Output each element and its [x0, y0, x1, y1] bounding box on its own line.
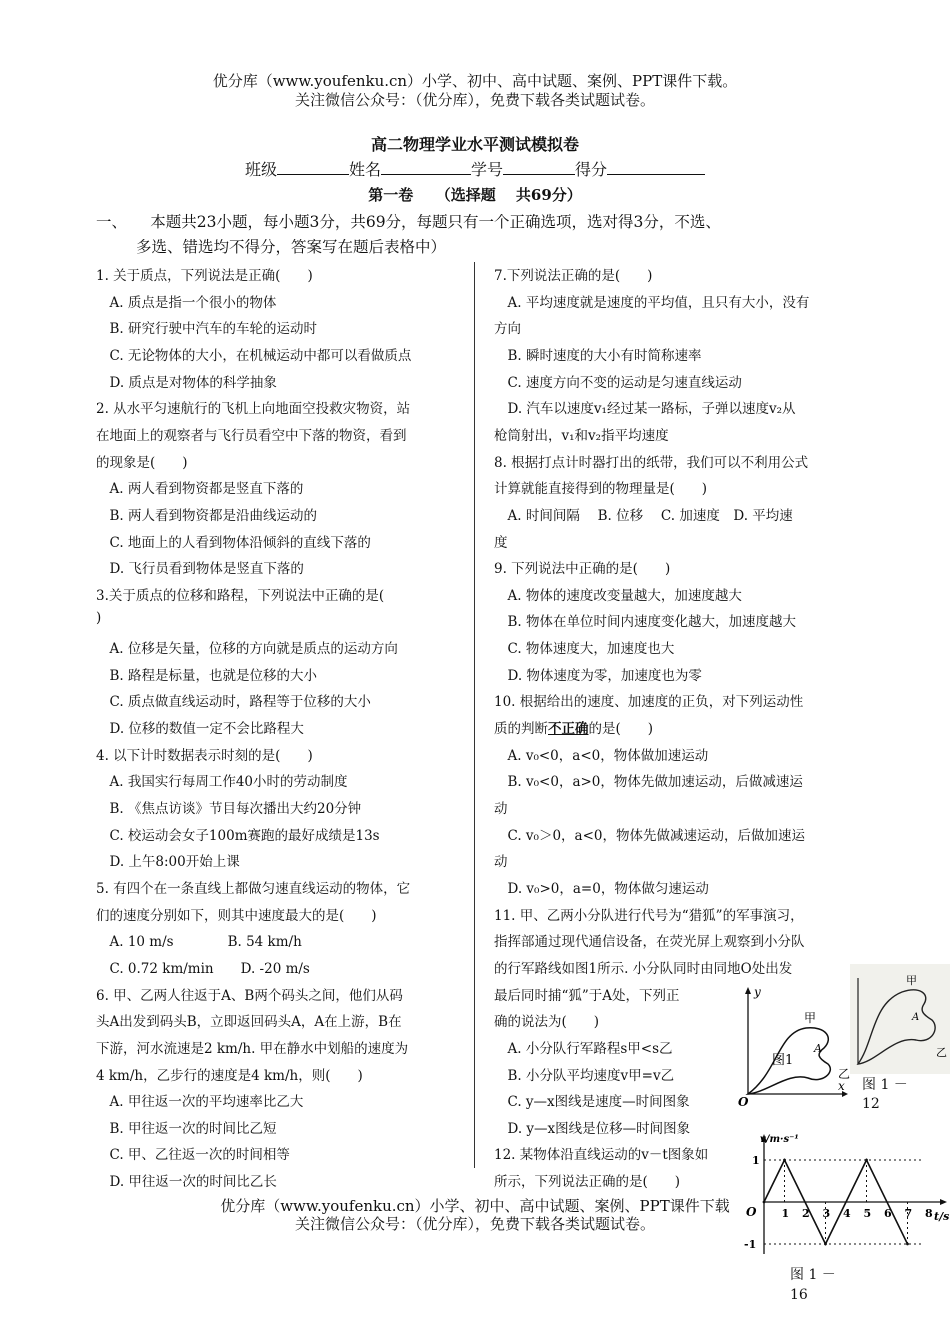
vt-y-label: v/m·s⁻¹: [760, 1134, 799, 1145]
left-text-line: C. 甲、乙往返一次的时间相等: [96, 1147, 290, 1164]
fig1-caption-line-1: 图 1 －: [862, 1077, 908, 1093]
name-label: 姓名: [348, 160, 381, 179]
right-text-line: 枪筒射出，v₁和v₂指平均速度: [494, 427, 669, 444]
column-divider: [474, 262, 475, 1168]
right-text-line: 确的说法为( ): [494, 1014, 600, 1031]
left-text-line: B. 《焦点访谈》节目每次播出大约20分钟: [96, 801, 362, 817]
footer-line-2: 关注微信公众号：（优分库），免费下载各类试题试卷。: [294, 1215, 655, 1233]
fig1-origin-label: O: [738, 1095, 749, 1108]
left-text-line: 5. 有四个在一条直线上都做匀速直线运动的物体，它: [96, 880, 411, 897]
left-text-line: A. 甲往返一次的平均速率比乙大: [96, 1094, 304, 1111]
vt-x-tick-label: 8: [925, 1207, 933, 1220]
right-text-line: A. 时间间隔 B. 位移 C. 加速度 D. 平均速: [494, 507, 793, 524]
figure-1-scan: [850, 964, 950, 1074]
header-line-2: 关注微信公众号：（优分库），免费下载各类试题试卷。: [294, 91, 655, 109]
right-text-line: 计算就能直接得到的物理量是( ): [494, 481, 708, 498]
left-text-line: C. 地面上的人看到物体沿倾斜的直线下落的: [96, 534, 371, 551]
vt-x-tick-label: 3: [822, 1207, 831, 1220]
left-text-line: 头A出发到码头B，立即返回码头A，A在上游，B在: [96, 1014, 402, 1031]
page-title: 高二物理学业水平测试模拟卷: [370, 135, 579, 154]
right-text-line: 质的判断不正确的是( ): [494, 721, 654, 738]
right-text-line: 7.下列说法正确的是( ): [494, 268, 653, 284]
left-text-line: ): [96, 610, 102, 627]
left-text-line: 2. 从水平匀速航行的飞机上向地面空投救灾物资，站: [96, 401, 411, 418]
right-text-line: 最后同时捕“狐”于A处，下列正: [494, 987, 680, 1004]
name-blank[interactable]: [381, 160, 471, 175]
fig1-inner-label: 图1: [772, 1053, 794, 1068]
left-text-line: D. 位移的数值一定不会比路程大: [96, 721, 304, 738]
vt-y-tick-label: -1: [744, 1238, 757, 1251]
left-text-line: 1. 关于质点，下列说法是正确( ): [96, 268, 313, 284]
fig1-scan-yi: 乙: [936, 1046, 947, 1059]
left-text-line: 在地面上的观察者与飞行员看空中下落的物资，看到: [96, 427, 407, 444]
left-text-line: 3.关于质点的位移和路程，下列说法中正确的是(: [96, 587, 385, 604]
vt-x-tick-label: 4: [843, 1207, 851, 1220]
right-text-line: 的行军路线如图1所示. 小分队同时由同地O处出发: [494, 960, 793, 977]
vt-data-point: [824, 1243, 827, 1246]
fig1-scan-background: [850, 964, 950, 1074]
fig1-caption-line-2: 12: [862, 1096, 880, 1112]
vt-data-point: [865, 1159, 868, 1162]
class-blank[interactable]: [277, 160, 349, 175]
left-text-line: A. 10 m/s B. 54 km/h: [96, 934, 302, 951]
fig2-caption-line-2: 16: [790, 1287, 808, 1303]
right-text-line: 8. 根据打点计时器打出的纸带，我们可以不利用公式: [494, 454, 809, 471]
right-text-line: 10. 根据给出的速度、加速度的正负，对下列运动性: [494, 694, 804, 711]
vt-t-label: t/s: [934, 1210, 950, 1223]
number-label: 学号: [471, 160, 504, 179]
fig1-yi-label: 乙: [838, 1067, 850, 1081]
right-text-line: D. 物体速度为零，加速度也为零: [494, 667, 702, 684]
fig1-y-arrow: [745, 987, 751, 994]
right-text-line: 方向: [494, 321, 521, 338]
score-label: 得分: [575, 160, 608, 179]
fig1-scan-jia: 甲: [906, 974, 917, 987]
fig1-jia-label: 甲: [804, 1011, 817, 1025]
right-text-line: A. 小分队行军路程s甲<s乙: [494, 1040, 673, 1057]
left-text-line: 们的速度分别如下，则其中速度最大的是( ): [96, 907, 377, 924]
right-text-line: A. v₀<0，a<0，物体做加速运动: [494, 747, 709, 764]
figure-vt-chart: [740, 1130, 950, 1260]
student-info-line: [0, 157, 950, 180]
vt-x-tick-label: 7: [904, 1207, 913, 1220]
right-text-line: D. y—x图线是位移—时间图象: [494, 1120, 691, 1137]
right-text-line: B. 物体在单位时间内速度变化越大，加速度越大: [494, 614, 797, 631]
right-text-line: 度: [494, 534, 508, 551]
vt-x-tick-label: 1: [781, 1207, 790, 1220]
right-text-line: 动: [494, 854, 508, 871]
left-text-line: B. 路程是标量，也就是位移的大小: [96, 667, 318, 684]
left-text-line: 下游，河水流速是2 km/h. 甲在静水中划船的速度为: [96, 1040, 409, 1057]
left-text-line: C. 无论物体的大小，在机械运动中都可以看做质点: [96, 347, 412, 364]
left-text-line: A. 位移是矢量，位移的方向就是质点的运动方向: [96, 641, 398, 658]
left-text-line: 4. 以下计时数据表示时刻的是( ): [96, 747, 313, 764]
vt-data-point: [783, 1159, 786, 1162]
vt-x-tick-label: 5: [863, 1207, 872, 1220]
right-text-line: A. 物体的速度改变量越大，加速度越大: [494, 587, 742, 604]
fig1-y-label: y: [754, 985, 761, 999]
left-text-line: A. 质点是指一个很小的物体: [96, 294, 277, 311]
vt-x-tick-label: 6: [884, 1207, 892, 1220]
left-text-line: B. 甲往返一次的时间比乙短: [96, 1120, 277, 1137]
left-text-line: B. 两人看到物资都是沿曲线运动的: [96, 507, 318, 524]
figure-1-trajectory: [738, 982, 850, 1108]
left-text-line: 6. 甲、乙两人往返于A、B两个码头之间，他们从码: [96, 987, 403, 1004]
right-text-line: C. 速度方向不变的运动是匀速直线运动: [494, 374, 742, 391]
vt-origin-label: O: [746, 1205, 757, 1219]
right-text-line: C. 物体速度大，加速度也大: [494, 641, 675, 658]
instruction-line-2: 多选、错选均不得分，答案写在题后表格中）: [136, 238, 447, 256]
fig1-x-label: x: [838, 1079, 845, 1093]
left-text-line: C. 质点做直线运动时，路程等于位移的大小: [96, 694, 371, 711]
right-text-line: 12. 某物体沿直线运动的v－t图象如: [494, 1147, 709, 1164]
volume-heading: 第一卷 （选择题 共69分）: [368, 186, 582, 204]
left-text-line: A. 我国实行每周工作40小时的劳动制度: [96, 774, 348, 791]
right-text-line: A. 平均速度就是速度的平均值，且只有大小，没有: [494, 294, 810, 311]
right-text-line: C. v₀＞0，a<0，物体先做减速运动，后做加速运: [494, 827, 806, 844]
left-text-line: 4 km/h，乙步行的速度是4 km/h，则( ): [96, 1067, 363, 1084]
score-blank[interactable]: [607, 160, 705, 175]
vt-y-tick-label: 1: [752, 1154, 760, 1167]
right-text-line: D. v₀>0，a=0，物体做匀速运动: [494, 880, 709, 897]
left-text-line: D. 甲往返一次的时间比乙长: [96, 1174, 277, 1191]
fig1-point-a: A: [814, 1042, 822, 1055]
right-text-line: 动: [494, 801, 508, 817]
class-label: 班级: [244, 160, 277, 179]
number-blank[interactable]: [503, 160, 575, 175]
right-text-line: 11. 甲、乙两小分队进行代号为“猎狐”的军事演习，: [494, 907, 804, 924]
left-text-line: C. 0.72 km/min D. -20 m/s: [96, 960, 310, 977]
right-text-line: 所示，下列说法正确的是( ): [494, 1174, 681, 1191]
q10-tail: 的是( ): [588, 721, 654, 738]
fig1-scan-point-a: A: [912, 1012, 920, 1023]
instruction-line-1: 一、 本题共23小题，每小题3分，共69分，每题只有一个正确选项，选对得3分，不选、: [96, 213, 721, 231]
left-text-line: A. 两人看到物资都是竖直下落的: [96, 481, 304, 498]
right-text-line: B. 瞬时速度的大小有时简称速率: [494, 347, 702, 364]
fig2-caption-line-1: 图 1 －: [790, 1267, 836, 1283]
right-text-line: D. 汽车以速度v₁经过某一路标，子弹以速度v₂从: [494, 401, 796, 418]
vt-x-tick-label: 2: [802, 1207, 810, 1220]
vt-data-point: [906, 1243, 909, 1246]
left-text-line: 的现象是( ): [96, 454, 188, 471]
right-text-line: B. 小分队平均速度v甲=v乙: [494, 1067, 675, 1084]
left-text-line: D. 飞行员看到物体是竖直下落的: [96, 561, 304, 578]
right-text-line: 9. 下列说法中正确的是( ): [494, 561, 671, 578]
footer-line-1: 优分库（www.youfenku.cn）小学、初中、高中试题、案例、PPT课件下载: [220, 1197, 730, 1215]
left-text-line: C. 校运动会女子100m赛跑的最好成绩是13s: [96, 827, 380, 844]
left-text-line: D. 质点是对物体的科学抽象: [96, 374, 277, 391]
right-text-line: 指挥部通过现代通信设备，在荧光屏上观察到小分队: [494, 934, 805, 951]
right-text-line: B. v₀<0，a>0，物体先做加速运动，后做减速运: [494, 774, 803, 791]
header-line-1: 优分库（www.youfenku.cn）小学、初中、高中试题、案例、PPT课件下载。: [212, 72, 738, 90]
left-text-line: B. 研究行驶中汽车的车轮的运动时: [96, 321, 318, 338]
left-text-line: D. 上午8:00开始上课: [96, 854, 240, 871]
right-text-line: C. y—x图线是速度—时间图象: [494, 1094, 690, 1111]
q10-emphasis: 不正确: [548, 721, 589, 738]
